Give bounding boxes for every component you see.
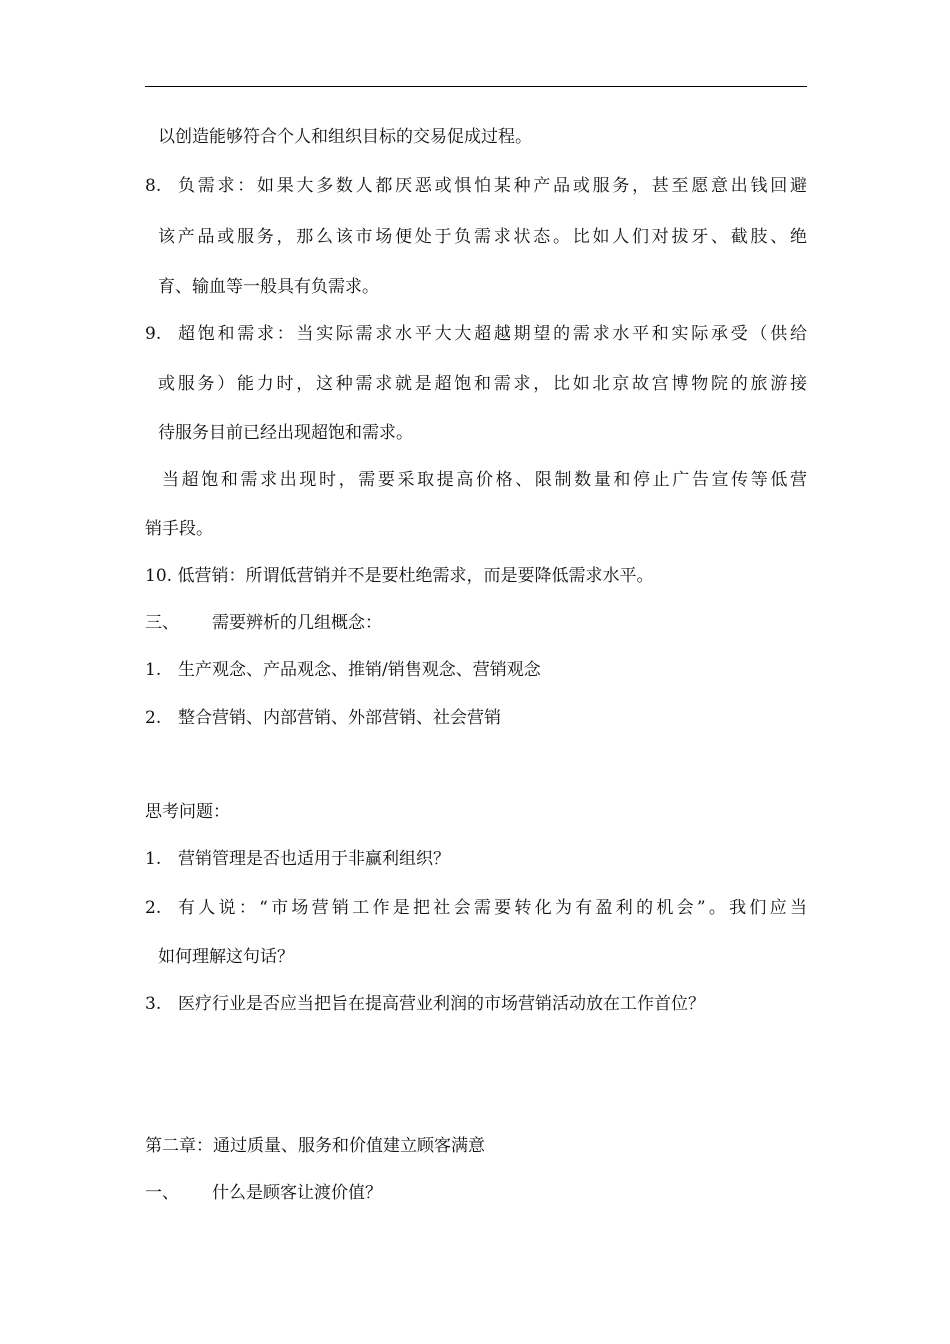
text-line: 如何理解这句话？ [158,947,294,967]
text-line: 待服务目前已经出现超饱和需求。 [158,423,413,443]
header-rule [145,86,807,87]
text-line: 思考问题： [145,802,230,822]
text-line: 超饱和需求：当实际需求水平大大超越期望的需求水平和实际承受（供给 [178,324,807,344]
list-number: 1. [145,849,162,869]
text-line: 销手段。 [145,519,213,539]
section-number: 一、 [145,1183,179,1203]
section-number: 三、 [145,613,179,633]
list-number: 2. [145,898,162,918]
list-number: 8. [145,176,162,196]
chapter-heading: 第二章：通过质量、服务和价值建立顾客满意 [145,1136,485,1156]
text-line: 10. 低营销：所谓低营销并不是要杜绝需求，而是要降低需求水平。 [145,566,654,586]
text-line: 或服务）能力时，这种需求就是超饱和需求，比如北京故宫博物院的旅游接 [158,374,807,394]
list-number: 9. [145,324,162,344]
section-heading: 什么是顾客让渡价值？ [212,1183,382,1203]
text-line: 生产观念、产品观念、推销/销售观念、营销观念 [178,660,541,680]
text-line: 有人说：“市场营销工作是把社会需要转化为有盈利的机会”。我们应当 [178,898,807,918]
text-line: 整合营销、内部营销、外部营销、社会营销 [178,708,501,728]
list-number: 3. [145,994,162,1014]
text-line: 该产品或服务，那么该市场便处于负需求状态。比如人们对拔牙、截肢、绝 [158,227,807,247]
text-line: 以创造能够符合个人和组织目标的交易促成过程。 [158,127,532,147]
text-line: 医疗行业是否应当把旨在提高营业利润的市场营销活动放在工作首位？ [178,994,705,1014]
text-line: 负需求：如果大多数人都厌恶或惧怕某种产品或服务，甚至愿意出钱回避 [178,176,807,196]
list-number: 2. [145,708,162,728]
text-line: 营销管理是否也适用于非赢利组织？ [178,849,450,869]
list-number: 1. [145,660,162,680]
text-line: 育、输血等一般具有负需求。 [158,277,379,297]
section-heading: 需要辨析的几组概念： [212,613,382,633]
text-line: 当超饱和需求出现时，需要采取提高价格、限制数量和停止广告宣传等低营 [162,470,807,490]
